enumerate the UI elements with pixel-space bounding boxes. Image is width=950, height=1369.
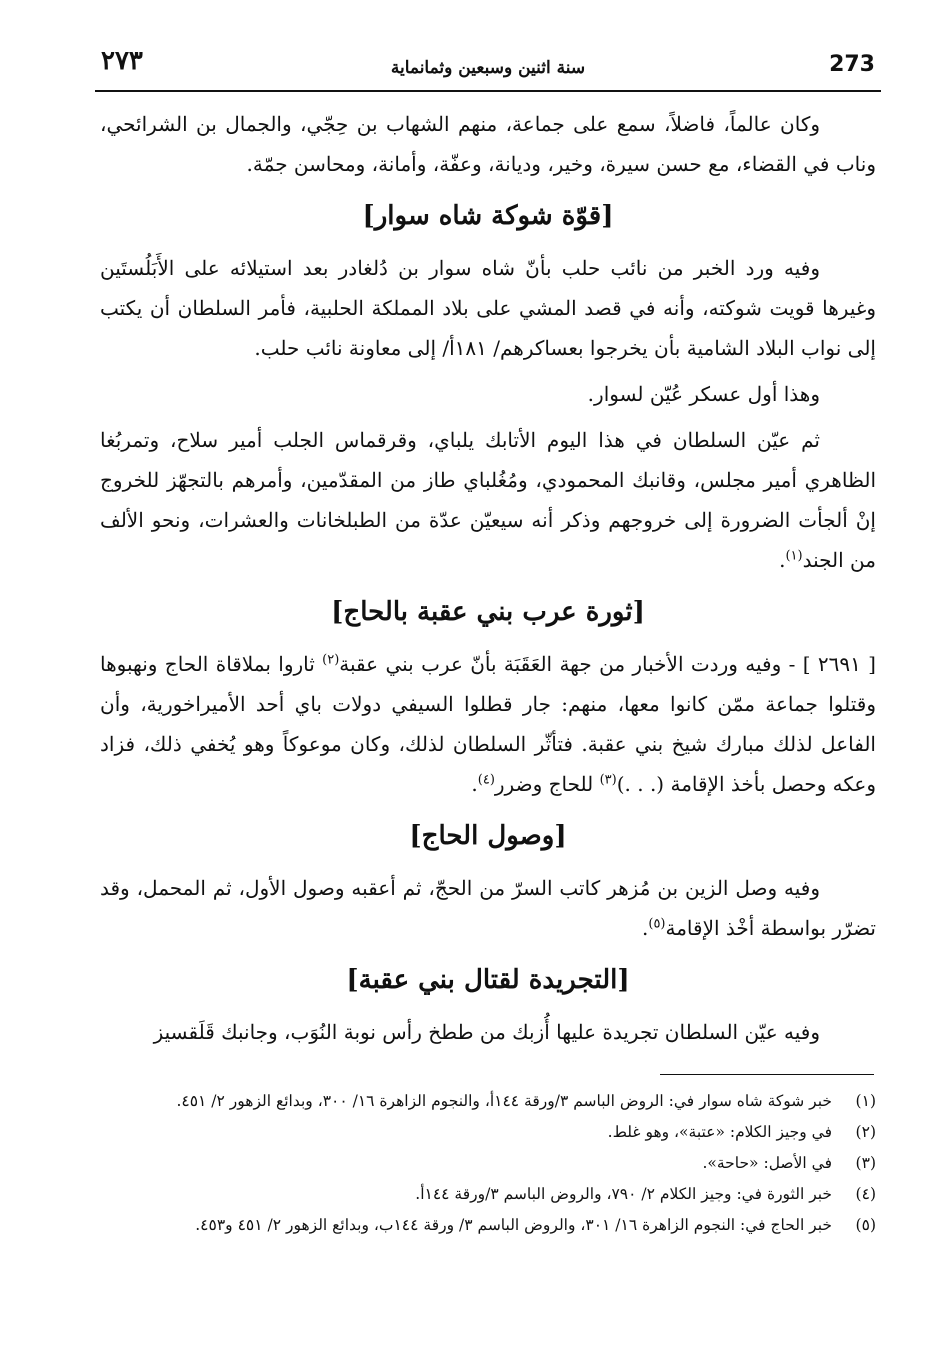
footnote-marker[interactable]: (٢)	[322, 652, 340, 668]
footnote-number: (٤)	[855, 1185, 876, 1203]
footnote-text: خبر الحاج في: النجوم الزاهرة ١٦/ ٣٠١، والروض الباسم ٣/ ورقة ١٤٤ب، وبدائع الزهور ٢/ ٤٥١ و٤٥٣.	[195, 1216, 832, 1234]
paragraph-text: وفيه وصل الزين بن مُزهر كاتب السرّ من الحجّ، ثم أعقبه وصول الأول، ثم المحمل، وقد تضرّر بواسطة أخْذ الإقامة	[100, 876, 876, 940]
footnote-item	[100, 1179, 876, 1210]
footnote-text: خبر الثورة في: وجيز الكلام ٢/ ٧٩٠، والروض الباسم ٣/ورقة ١٤٤أ.	[415, 1185, 832, 1203]
page-number-latin: 273	[829, 52, 875, 77]
footnote-item	[100, 1210, 876, 1241]
main-text	[100, 104, 876, 1058]
page-number-arabic: ٢٧٣	[101, 46, 143, 76]
footnote-separator	[660, 1074, 874, 1075]
footnote-item	[100, 1086, 876, 1117]
paragraph: وهذا أول عسكر عُيّن لسوار.	[587, 382, 820, 406]
section-heading: [التجريدة لقتال بني عقبة]	[346, 965, 630, 995]
paragraph	[100, 868, 876, 948]
paragraph: وفيه عيّن السلطان تجريدة عليها أُزبك من ططخ رأس نوبة النُوَب، وجانبك قَلَقسيز	[153, 1020, 820, 1044]
paragraph-text: ثاروا بملاقاة الحاج ونهبوها وقتلوا جماعة ممّن كانوا معها، منهم: جار قطلوا السيفي دولات باي أحد الأميراخورية، وأن الفاعل لذلك مبارك شيخ بني عقبة. فتأثّر السلطان لذلك، وكان موعوكاً وهو يُخفي ذلك، فزاد وعكه وحصل بأخذ الإقامة (. . .)	[100, 652, 876, 796]
footnote-text: خبر شوكة شاه سوار في: الروض الباسم ٣/ورقة ١٤٤أ، والنجوم الزاهرة ١٦/ ٣٠٠، وبدائع الزهور ٢/ ٤٥١.	[176, 1092, 832, 1110]
entry-number: [ ٢٦٩١ ]	[802, 652, 876, 676]
paragraph: وكان عالماً، فاضلاً، سمع على جماعة، منهم الشهاب بن حِجّي، والجمال بن الشرائحي، وناب في القضاء، مع حسن سيرة، وخير، وديانة، وعفّة، وأمانة، ومحاسن جمّة.	[100, 112, 876, 176]
footnote-item	[100, 1148, 876, 1179]
footnotes	[100, 1086, 876, 1241]
paragraph-text: للحاج وضرر	[494, 772, 594, 796]
paragraph-end: .	[471, 772, 478, 796]
section-heading: [قوّة شوكة شاه سوار]	[362, 201, 614, 231]
paragraph	[100, 644, 876, 804]
footnote-number: (٥)	[855, 1216, 876, 1234]
footnote-number: (١)	[855, 1092, 876, 1110]
section-heading: [ثورة عرب بني عقبة بالحاج]	[331, 597, 645, 627]
paragraph-end: .	[779, 548, 786, 572]
footnote-text: في الأصل: «حاحة».	[702, 1154, 832, 1172]
paragraph-text: ثم عيّن السلطان في هذا اليوم الأتابك يلباي، وقرقماس الجلب أمير سلاح، وتمربُغا الظاهري أمير مجلس، وقانبك المحمودي، ومُغُلباي طاز من المقدّمين، وأمرهم بالتجهّز للخروج إنْ ألجأت الضرورة إلى خروجهم وذكر أنه سيعيّن عدّة من الطبلخانات والعشرات، ونحو الألف من الجند	[100, 428, 876, 572]
footnote-marker[interactable]: (٤)	[477, 772, 495, 788]
paragraph: وفيه ورد الخبر من نائب حلب بأنّ شاه سوار بن دُلغادر بعد استيلائه على الأَبَلُستَين وغيرها قويت شوكته، وأنه في قصد المشي على بلاد المملكة الحلبية، فأمر السلطان أن يكتب إلى نواب البلاد الشامية بأن يخرجوا بعساكرهم/ ١٨١أ/ إلى معاونة نائب حلب.	[100, 256, 876, 360]
page-header	[95, 40, 881, 92]
footnote-marker[interactable]: (٥)	[648, 916, 666, 932]
footnote-number: (٣)	[855, 1154, 876, 1172]
footnote-marker[interactable]: (١)	[785, 548, 803, 564]
paragraph-text: - وفيه وردت الأخبار من جهة العَقَبَة بأنّ عرب بني عقبة	[339, 652, 796, 676]
footnote-text: في وجيز الكلام: «عتبة»، وهو غلط.	[607, 1123, 832, 1141]
footnote-item	[100, 1117, 876, 1148]
section-heading: [وصول الحاج]	[409, 821, 567, 851]
paragraph-end: .	[642, 916, 649, 940]
paragraph	[100, 420, 876, 580]
footnote-marker[interactable]: (٣)	[599, 772, 617, 788]
footnote-number: (٢)	[855, 1123, 876, 1141]
running-title: سنة اثنين وسبعين وثمانماية	[390, 58, 586, 78]
